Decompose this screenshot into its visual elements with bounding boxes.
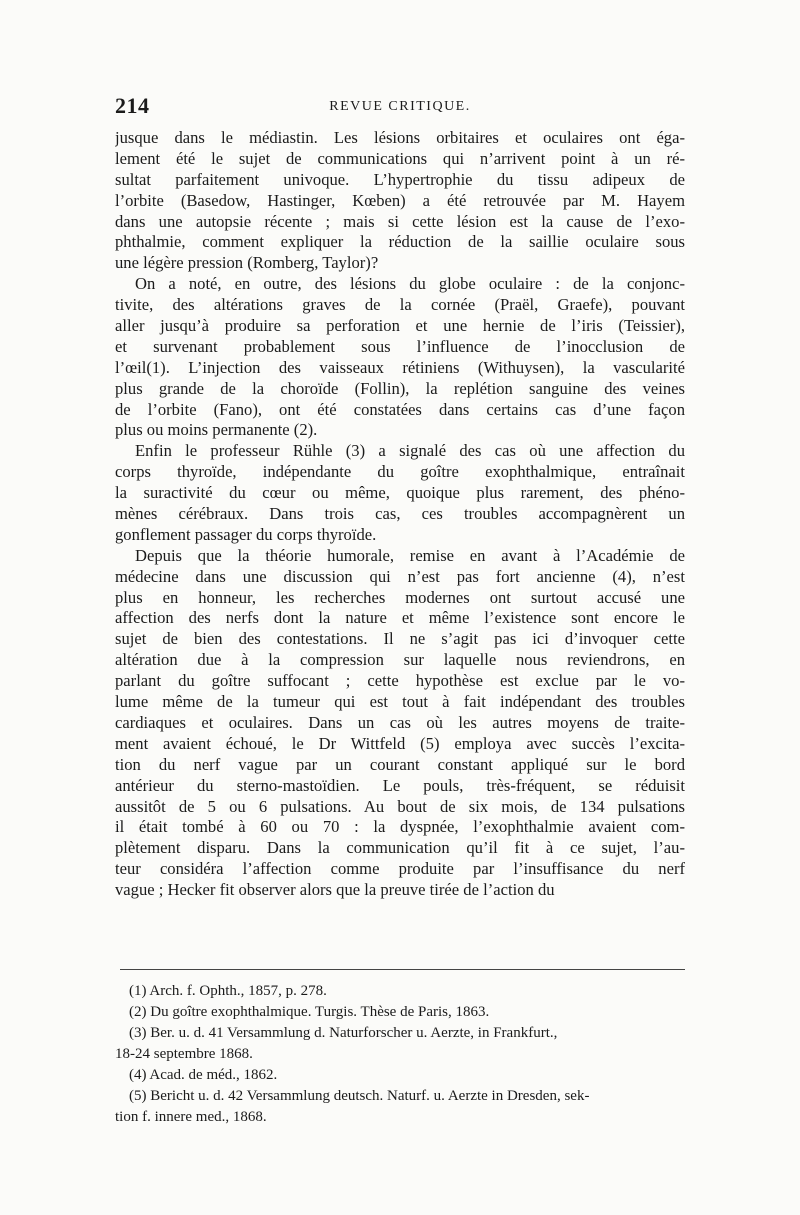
footnote-line: (5) Bericht u. d. 42 Versammlung deutsch. Naturf. u. Aerzte in Dresden, sek-: [129, 1088, 590, 1104]
text-line: antérieur du sterno-mastoïdien. Le pouls, très-fréquent, se réduisit: [115, 775, 685, 795]
body-text: [115, 128, 685, 901]
footnote-line: (4) Acad. de méd., 1862.: [129, 1067, 278, 1083]
text-line: parlant du goître suffocant ; cette hypothèse est exclue par le vo-: [115, 671, 685, 691]
text-line: gonflement passager du corps thyroïde.: [115, 524, 377, 544]
text-line: l’orbite (Basedow, Hastinger, Kœben) a été retrouvée par M. Hayem: [115, 190, 685, 210]
text-line: et survenant probablement sous l’influence de l’inocclusion de: [115, 336, 685, 356]
footnote-divider: [120, 969, 685, 970]
text-line: affection des nerfs dont la nature et même l’existence sont encore le: [115, 608, 685, 628]
text-line: plus grande de la choroïde (Follin), la replétion sanguine des veines: [115, 378, 685, 398]
text-line: teur considéra l’affection comme produite par l’insuffisance du nerf: [115, 859, 685, 879]
text-line: jusque dans le médiastin. Les lésions orbitaires et oculaires ont éga-: [115, 128, 685, 147]
text-line: phthalmie, comment expliquer la réduction de la saillie oculaire sous: [115, 232, 685, 252]
text-line: mènes cérébraux. Dans trois cas, ces troubles accompagnèrent un: [115, 504, 685, 524]
text-line: vague ; Hecker fit observer alors que la preuve tirée de l’action du: [115, 880, 555, 900]
text-line: sujet de bien des contestations. Il ne s’agit pas ici d’invoquer cette: [115, 629, 685, 649]
text-line: l’œil(1). L’injection des vaisseaux rétiniens (Withuysen), la vascularité: [115, 357, 685, 377]
text-line: médecine dans une discussion qui n’est pas fort ancienne (4), n’est: [115, 566, 685, 586]
text-line: corps thyroïde, indépendante du goître exophthalmique, entraînait: [115, 462, 685, 482]
text-line: dans une autopsie récente ; mais si cette lésion est la cause de l’exo-: [115, 211, 685, 231]
text-line: tivite, des altérations graves de la cornée (Praël, Graefe), pouvant: [115, 295, 685, 315]
footnote-line: (1) Arch. f. Ophth., 1857, p. 278.: [129, 983, 327, 999]
text-line: ment avaient échoué, le Dr Wittfeld (5) employa avec succès l’excita-: [115, 733, 685, 753]
text-line: Enfin le professeur Rühle (3) a signalé des cas où une affection du: [135, 441, 685, 461]
text-line: de l’orbite (Fano), ont été constatées dans certains cas d’une façon: [115, 399, 685, 419]
footnote-line: tion f. innere med., 1868.: [115, 1109, 267, 1125]
text-line: cardiaques et oculaires. Dans un cas où les autres moyens de traite-: [115, 712, 685, 732]
text-line: aller jusqu’à produire sa perforation et une hernie de l’iris (Teissier),: [115, 316, 685, 336]
text-line: On a noté, en outre, des lésions du globe oculaire : de la conjonc-: [135, 274, 685, 294]
text-line: altération due à la compression sur laquelle nous reviendrons, en: [115, 650, 685, 670]
footnote-line: (2) Du goître exophthalmique. Turgis. Thèse de Paris, 1863.: [129, 1004, 490, 1020]
text-line: sultat parfaitement univoque. L’hypertrophie du tissu adipeux de: [115, 169, 685, 189]
footnote-line: 18-24 septembre 1868.: [115, 1046, 253, 1062]
footnotes: [115, 981, 685, 1128]
text-line: plus ou moins permanente (2).: [115, 420, 318, 440]
text-line: lume même de la tumeur qui est tout à fait indépendant des troubles: [115, 692, 685, 712]
text-line: plus en honneur, les recherches modernes ont surtout accusé une: [115, 587, 685, 607]
text-line: plètement disparu. Dans la communication qu’il fit à ce sujet, l’au-: [115, 838, 685, 858]
page-header: [115, 93, 685, 119]
footnote-line: (3) Ber. u. d. 41 Versammlung d. Naturforscher u. Aerzte, in Frankfurt.,: [129, 1025, 558, 1041]
text-line: Depuis que la théorie humorale, remise en avant à l’Académie de: [135, 545, 685, 565]
text-line: tion du nerf vague par un courant constant appliqué sur le bord: [115, 754, 685, 774]
text-line: lement été le sujet de communications qui n’arrivent point à un ré-: [115, 148, 685, 168]
text-line: une légère pression (Romberg, Taylor)?: [115, 253, 379, 273]
text-line: il était tombé à 60 ou 70 : la dyspnée, l’exophthalmie avaient com-: [115, 817, 685, 837]
text-line: la suractivité du cœur ou même, quoique plus rarement, des phéno-: [115, 483, 685, 503]
page-number: 214: [115, 93, 150, 118]
text-line: aussitôt de 5 ou 6 pulsations. Au bout de six mois, de 134 pulsations: [115, 796, 685, 816]
running-title: REVUE CRITIQUE.: [329, 99, 471, 114]
